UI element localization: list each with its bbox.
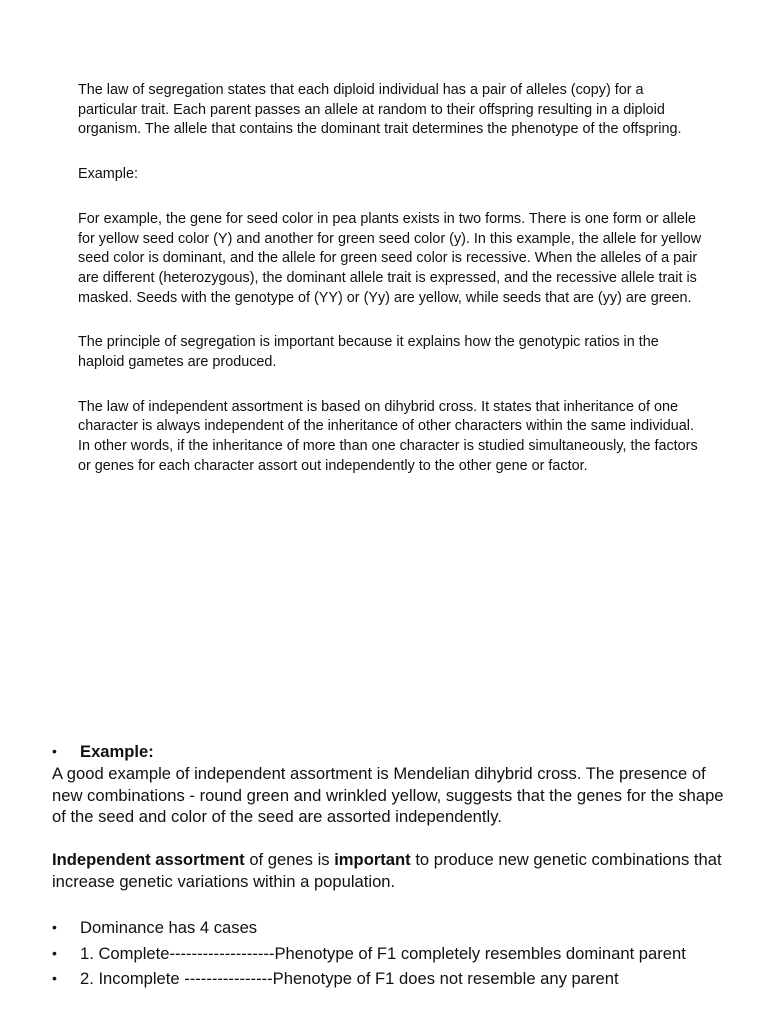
segregation-paragraph: The law of segregation states that each diploid individual has a pair of alleles (copy) for a particular trait. Each parent passes an allele at random to their offspring resulting in a diploid organism. The allele that contains the dominant trait determines the phenotype of the offspring. (78, 82, 682, 138)
list-item (52, 943, 732, 965)
bullet-icon: • (52, 944, 57, 961)
importance-mid-text: of genes is (244, 850, 335, 870)
dominance-list (52, 917, 732, 990)
example-bullet (52, 741, 732, 763)
independent-example-text: A good example of independent assortment is Mendelian dihybrid cross. The presence of new combinations - round green and wrinkled yellow, suggests that the genes for the shape of the seed and color of the seed are assorted independently. (52, 763, 724, 827)
list-item (52, 968, 732, 990)
list-item-text: 1. Complete-------------------Phenotype of F1 completely resembles dominant parent (80, 943, 686, 963)
list-item-text: Dominance has 4 cases (80, 917, 258, 937)
segregation-importance: The principle of segregation is important because it explains how the genotypic ratios in the haploid gametes are produced. (78, 334, 659, 371)
bullet-icon: • (52, 918, 57, 935)
independent-assortment-definition: The law of independent assortment is based on dihybrid cross. It states that inheritance of one character is always independent of the inheritance of other characters within the same individual. In other words, if the inheritance of more than one character is studied simultaneously, the factors or genes for each character assort out independently to the other gene or factor. (78, 398, 698, 474)
importance-bold-term: Independent assortment (52, 850, 245, 870)
bullet-icon: • (52, 743, 57, 759)
bullet-icon: • (52, 970, 57, 987)
list-item (52, 917, 732, 939)
segregation-section (78, 81, 706, 502)
segregation-example-label: Example: (78, 166, 138, 183)
list-item-text: 2. Incomplete ----------------Phenotype of F1 does not resemble any parent (80, 969, 619, 989)
importance-bold-word: important (334, 850, 411, 870)
segregation-example-text: For example, the gene for seed color in pea plants exists in two forms. There is one form or allele for yellow seed color (Y) and another for green seed color (y). In this example, the allele for yellow seed color is dominant, and the allele for green seed color is recessive. When the alleles of a pair are different (heterozygous), the dominant allele trait is expressed, and the recessive allele trait is masked. Seeds with the genotype of (YY) or (Yy) are yellow, while seeds that are (yy) are green. (78, 210, 702, 306)
independent-assortment-section (52, 741, 732, 994)
independent-importance (52, 849, 732, 893)
importance-end-text: to produce new genetic combinations that increase genetic variations within a population. (52, 850, 722, 891)
independent-example-label: Example: (80, 742, 154, 761)
